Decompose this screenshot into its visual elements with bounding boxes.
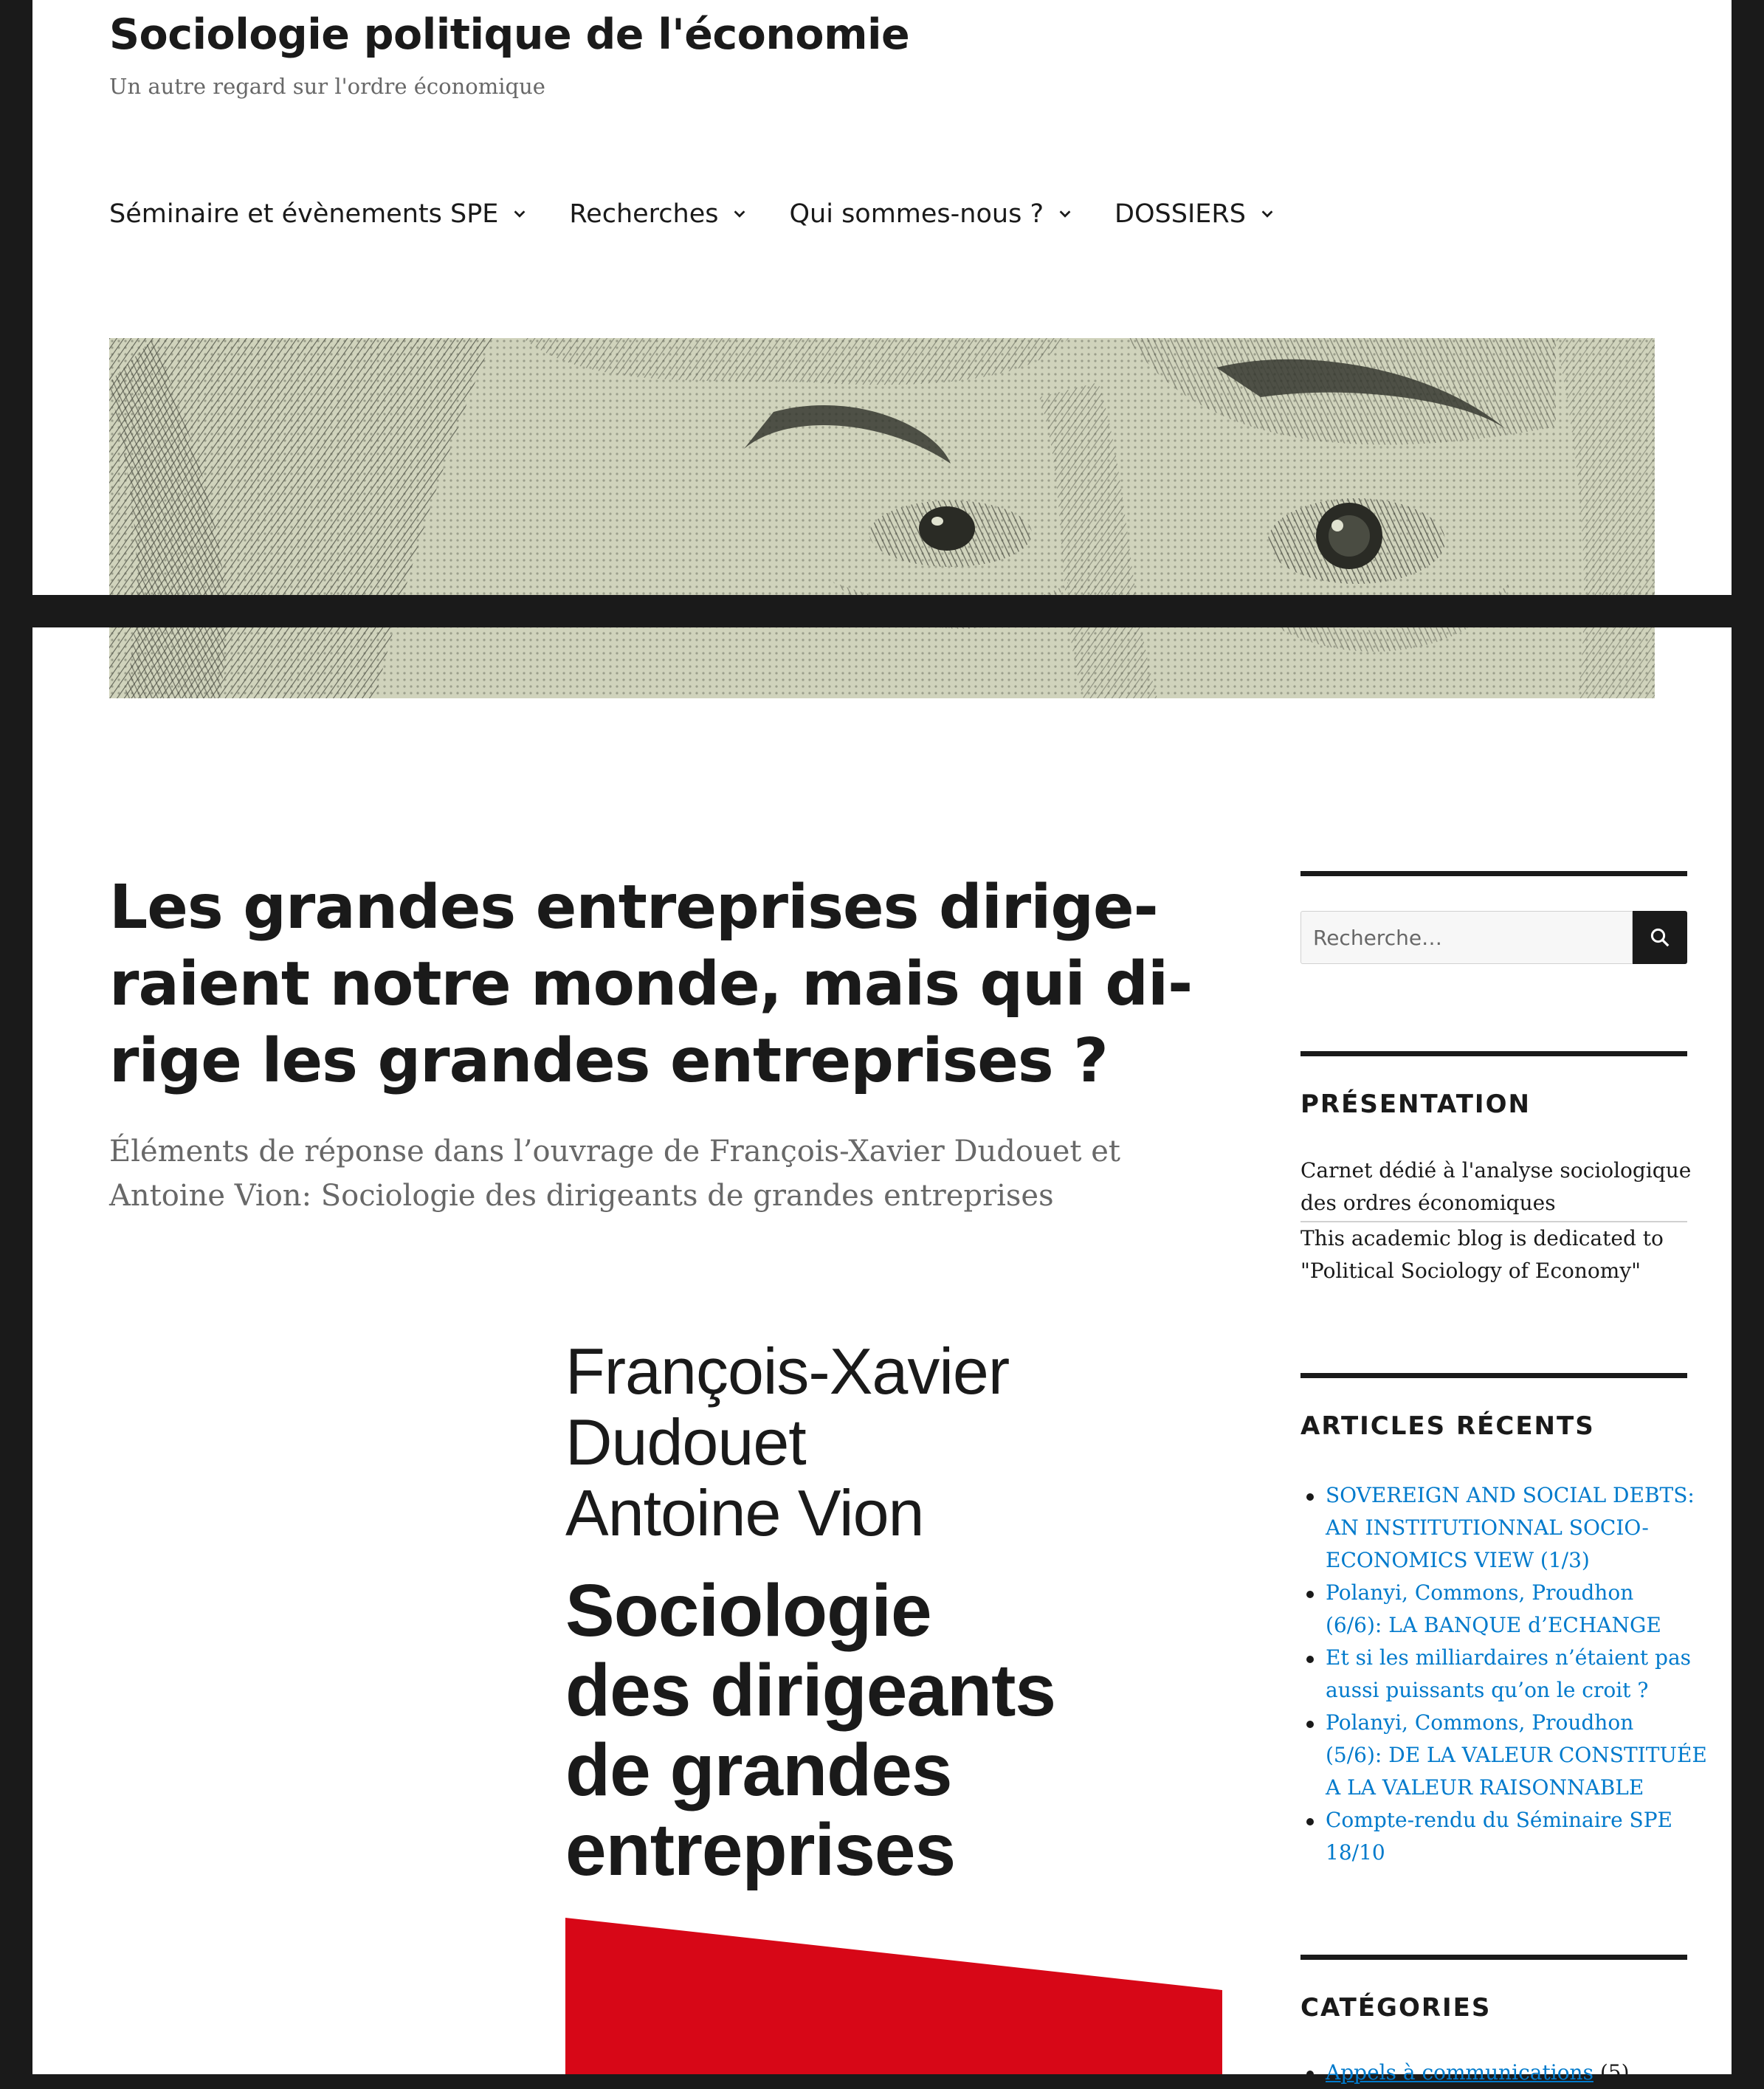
presentation-line: "Political Sociology of Economy"	[1300, 1259, 1641, 1283]
page	[32, 0, 1732, 2085]
list-item	[1300, 2057, 1699, 2089]
main-nav	[109, 199, 1317, 229]
book-authors	[565, 1336, 1009, 1549]
book-title-line: Sociologie	[565, 1569, 931, 1652]
link-line: Compte-rendu du Séminaire SPE	[1326, 1808, 1672, 1832]
nav-item-label: Recherches	[569, 199, 719, 229]
nav-item-seminaire[interactable]	[109, 199, 528, 229]
chevron-down-icon	[731, 206, 748, 222]
list-item	[1300, 1642, 1699, 1707]
link-line: ECONOMICS VIEW (1/3)	[1326, 1548, 1590, 1572]
book-title	[565, 1571, 1055, 1890]
post-excerpt-line: Éléments de réponse dans l’ouvrage de François-Xavier Dudouet et	[109, 1135, 1120, 1169]
post-title-line: raient notre monde, mais qui di-	[109, 949, 1193, 1019]
category-link[interactable]: Appels à communications	[1326, 2060, 1594, 2085]
link-line: AN INSTITUTIONNAL SOCIO-	[1326, 1515, 1649, 1540]
book-title-line: des dirigeants	[565, 1649, 1055, 1732]
presentation-line: Carnet dédié à l'analyse sociologique	[1300, 1158, 1692, 1183]
post-excerpt	[109, 1129, 1216, 1218]
recent-posts-title: ARTICLES RÉCENTS	[1300, 1411, 1595, 1441]
link-line: 18/10	[1326, 1840, 1385, 1865]
recent-post-link[interactable]	[1326, 1804, 1699, 1869]
site-title[interactable]: Sociologie politique de l'économie	[109, 10, 910, 59]
widget-rule	[1300, 1051, 1687, 1056]
recent-post-link[interactable]	[1326, 1479, 1699, 1577]
categories-list	[1300, 2057, 1699, 2089]
book-title-line: de grandes	[565, 1729, 952, 1811]
list-item	[1300, 1479, 1699, 1577]
banknote-engraving-image	[109, 338, 1655, 698]
site-description: Un autre regard sur l'ordre économique	[109, 74, 545, 99]
recent-post-link[interactable]	[1326, 1642, 1699, 1707]
presentation-title: PRÉSENTATION	[1300, 1090, 1531, 1119]
list-item	[1300, 1804, 1699, 1869]
categories-title: CATÉGORIES	[1300, 1993, 1492, 2023]
nav-item-recherches[interactable]	[569, 199, 748, 229]
nav-item-label: Qui sommes-nous ?	[789, 199, 1044, 229]
widget-rule	[1300, 871, 1687, 876]
category-count: (5)	[1599, 2060, 1630, 2085]
book-title-line: entreprises	[565, 1808, 956, 1891]
link-line: Polanyi, Commons, Proudhon	[1326, 1580, 1634, 1605]
search-form	[1300, 911, 1687, 964]
list-item	[1300, 1707, 1707, 1804]
link-line: Et si les milliardaires n’étaient pas	[1326, 1645, 1692, 1670]
chevron-down-icon	[1259, 206, 1275, 222]
search-icon	[1649, 926, 1671, 949]
overlay-band	[0, 595, 1764, 627]
book-author-line: François-Xavier	[565, 1335, 1010, 1408]
recent-post-link[interactable]	[1326, 1577, 1699, 1642]
presentation-text-en	[1300, 1222, 1687, 1287]
presentation-text-fr	[1300, 1154, 1692, 1219]
widget-rule	[1300, 1373, 1687, 1378]
presentation-line: des ordres économiques	[1300, 1191, 1556, 1215]
chevron-down-icon	[1057, 206, 1073, 222]
post-title[interactable]	[109, 870, 1216, 1100]
list-item	[1300, 1577, 1699, 1642]
recent-posts-list	[1300, 1479, 1707, 1869]
book-cover-image	[549, 1321, 1228, 2074]
post-title-line: rige les grandes entreprises ?	[109, 1026, 1108, 1096]
nav-item-label: DOSSIERS	[1114, 199, 1246, 229]
nav-item-qui-sommes-nous[interactable]	[789, 199, 1073, 229]
search-input[interactable]	[1300, 911, 1633, 964]
widget-rule	[1300, 1955, 1687, 1960]
link-line: SOVEREIGN AND SOCIAL DEBTS:	[1326, 1483, 1695, 1507]
link-line: (5/6): DE LA VALEUR CONSTITUÉE	[1326, 1743, 1707, 1767]
post-excerpt-line: Antoine Vion: Sociologie des dirigeants de grandes entreprises	[109, 1179, 1054, 1213]
cover-red-band	[565, 1918, 1222, 2074]
link-line: (6/6): LA BANQUE d’ECHANGE	[1326, 1613, 1661, 1637]
book-author-line: Dudouet	[565, 1405, 806, 1479]
header-image[interactable]	[109, 338, 1655, 698]
nav-item-label: Séminaire et évènements SPE	[109, 199, 499, 229]
recent-post-link[interactable]	[1326, 1707, 1707, 1804]
link-line: Polanyi, Commons, Proudhon	[1326, 1710, 1634, 1735]
link-line: aussi puissants qu’on le croit ?	[1326, 1678, 1649, 1702]
nav-item-dossiers[interactable]	[1114, 199, 1275, 229]
chevron-down-icon	[511, 206, 528, 222]
book-author-line: Antoine Vion	[565, 1476, 924, 1549]
link-line: A LA VALEUR RAISONNABLE	[1326, 1775, 1644, 1800]
presentation-line: This academic blog is dedicated to	[1300, 1226, 1664, 1250]
post-title-line: Les grandes entreprises dirige-	[109, 873, 1158, 943]
search-button[interactable]	[1633, 911, 1687, 964]
